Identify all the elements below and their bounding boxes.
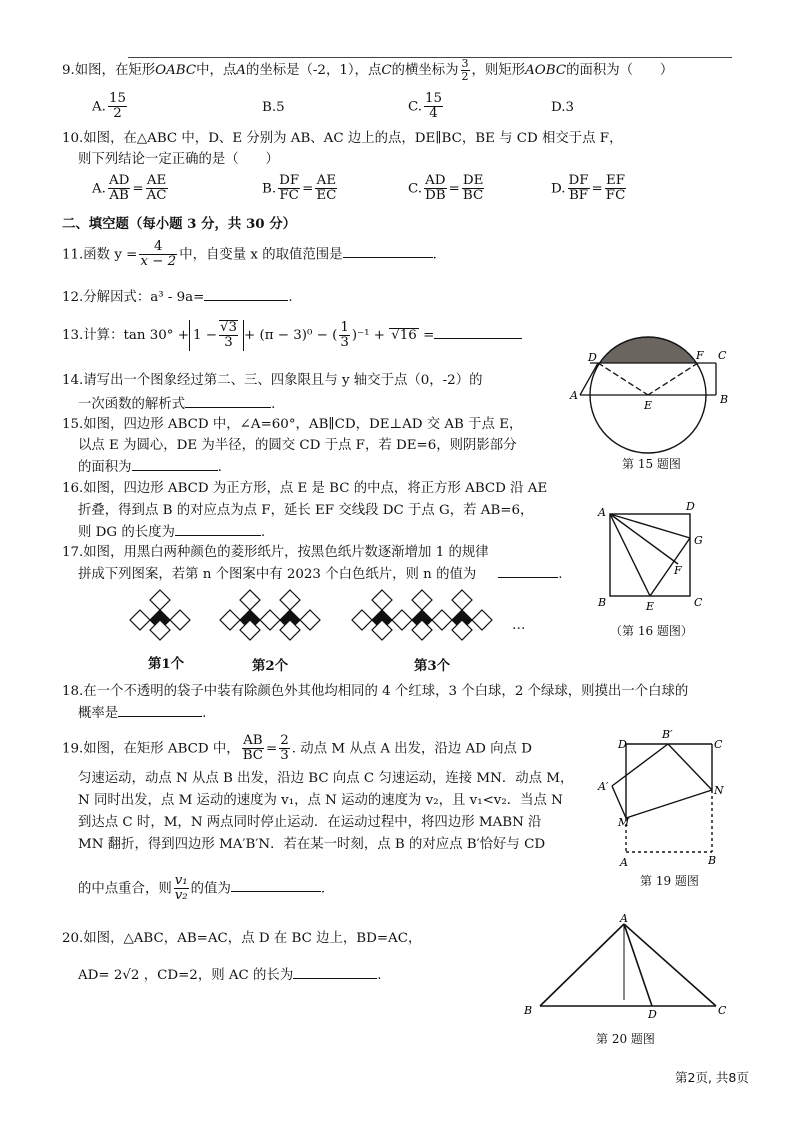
q15-line1: 15.如图，四边形 ABCD 中，∠A=60°，AB∥CD，DE⊥AD 交 AB 于点 E， [62, 417, 523, 432]
figure-point-label: D [686, 500, 695, 513]
q17-label-2: 第2个 [252, 658, 289, 674]
pattern-3 [352, 590, 492, 640]
q20-line1: 20.如图，△ABC，AB=AC，点 D 在 BC 边上，BD=AC， [62, 931, 422, 946]
q9-option-d: D.3 [551, 100, 575, 115]
q11: 11.函数 y = $\frac{4}{x - 2}$ 中，自变量 x 的取值范围是 . [62, 239, 437, 270]
q19-line2: 匀速运动，动点 N 从点 B 出发，沿边 BC 向点 C 匀速运动，连接 MN．动点 M， [78, 771, 574, 786]
figure-15 [570, 333, 740, 455]
figure-19 [598, 728, 728, 868]
q15-line3: 的面积为 . [78, 460, 222, 475]
q20-line2: AD= 2√2 ，CD=2，则 AC 的长为 . [78, 968, 382, 983]
q19-line5: MN 翻折，得到四边形 MA′B′N．若在某一时刻，点 B 的对应点 B′恰好与 CD [78, 837, 546, 852]
figure-point-label: E [644, 399, 653, 412]
figure-point-label: G [694, 534, 703, 547]
q17-line2: 拼成下列图案，若第 n 个图案中有 2023 个白色纸片，则 n 的值为 . [78, 567, 563, 582]
q17-ellipsis: … [512, 618, 526, 633]
q17-label-1: 第1个 [148, 656, 185, 672]
q19-line3: N 同时出发，点 M 运动的速度为 v₁，点 N 运动的速度为 v₂，且 v₁<v₂．当点 N [78, 793, 563, 808]
q18-line2: 概率是 . [78, 706, 207, 721]
q10-option-a: A. $\frac{AD}{AB}$ = $\frac{AE}{AC}$ [92, 173, 167, 204]
figure-point-label: E [646, 600, 655, 613]
q14-line2: 一次函数的解析式 . [78, 397, 276, 412]
q9-option-b: B.5 [262, 100, 285, 115]
figure-point-label: D [618, 738, 627, 751]
q9-option-c: C. $\frac{15}{4}$ [408, 91, 443, 122]
pattern-2 [220, 590, 320, 640]
figure-point-label: D [588, 351, 597, 364]
figure-15-caption: 第 15 题图 [622, 457, 681, 471]
figure-16 [596, 500, 716, 615]
figure-point-label: B [598, 596, 607, 609]
q9-option-a: A. $\frac{15}{2}$ [92, 91, 126, 122]
q10-line2: 则下列结论一定正确的是（ ） [78, 152, 279, 167]
figure-point-label: A [620, 856, 628, 869]
figure-point-label: N [714, 784, 724, 797]
q19-line4: 到达点 C 时，M，N 两点同时停止运动．在运动过程中，将四边形 MABN 沿 [78, 815, 542, 830]
figure-point-label: C [694, 596, 703, 609]
pattern-1 [130, 590, 190, 640]
figure-19-caption: 第 19 题图 [640, 874, 699, 888]
q17-patterns [120, 588, 540, 640]
q19-line1: 19.如图，在矩形 ABCD 中， $\frac{AB}{BC}$ = $\frac{2}{3}$ . 动点 M 从点 A 出发，沿边 AD 向点 D [62, 733, 532, 764]
figure-16-caption: （第 16 题图） [610, 624, 693, 638]
q9-stem: 9.如图，在矩形OABC中，点A的坐标是（-2，1），点C的横坐标为 $\frac{3}{2}$ ，则矩形AOBC的面积为（ ） [62, 57, 674, 83]
q15-line2: 以点 E 为圆心，DE 为半径，的圆交 CD 于点 F，若 DE=6，则阴影部分 [78, 438, 517, 453]
q19-line6: 的中点重合，则 $\frac{\text{v₁}}{\text{v₂}}$ 的值为 . [78, 873, 326, 904]
figure-point-label: F [696, 349, 704, 362]
figure-point-label: B [524, 1004, 533, 1017]
q10-option-d: D. $\frac{DF}{BF}$ = $\frac{EF}{FC}$ [551, 173, 626, 204]
figure-point-label: C [714, 738, 723, 751]
q10-option-c: C. $\frac{AD}{DB}$ = $\frac{DE}{BC}$ [408, 173, 484, 204]
figure-point-label: F [674, 564, 682, 577]
figure-20 [520, 910, 732, 1020]
q16-line2: 折叠，得到点 B 的对应点为点 F，延长 EF 交线段 DC 于点 G，若 AB=6， [78, 503, 534, 518]
figure-point-label: A [598, 506, 606, 519]
figure-point-label: C [718, 1004, 727, 1017]
q10-line1: 10.如图，在△ABC 中，D、E 分别为 AB、AC 边上的点，DE∥BC，BE 与 CD 相交于点 F， [62, 131, 623, 146]
page-number: 第2页, 共8页 [675, 1070, 749, 1085]
figure-point-label: D [648, 1008, 657, 1021]
q10-option-b: B. $\frac{DF}{FC}$ = $\frac{AE}{EC}$ [262, 173, 337, 204]
q18-line1: 18.在一个不透明的袋子中装有除颜色外其他均相同的 4 个红球，3 个白球，2 个绿球，则摸出一个白球的 [62, 684, 689, 699]
figure-point-label: M [618, 816, 630, 829]
q14-line1: 14.请写出一个图象经过第二、三、四象限且与 y 轴交于点（0，-2）的 [62, 373, 483, 388]
figure-point-label: B [720, 393, 729, 406]
q16-line1: 16.如图，四边形 ABCD 为正方形，点 E 是 BC 的中点，将正方形 ABCD 沿 AE [62, 481, 548, 496]
figure-point-label: A′ [598, 780, 609, 793]
section-heading: 二、填空题（每小题 3 分，共 30 分） [62, 216, 297, 232]
figure-point-label: A [570, 389, 578, 402]
figure-point-label: B′ [662, 728, 673, 741]
q12: 12.分解因式：a³ - 9a= . [62, 290, 293, 305]
q16-line3: 则 DG 的长度为 . [78, 525, 266, 540]
q13: 13.计算：tan 30° + 1 − $\frac{√3}{3}$ + (π − 3)⁰ − ( $\frac{1}{3}$ )⁻¹ + √16 = [62, 320, 522, 351]
figure-point-label: C [718, 349, 727, 362]
figure-point-label: B [708, 854, 717, 867]
q17-line1: 17.如图，用黑白两种颜色的菱形纸片，按黑色纸片数逐渐增加 1 的规律 [62, 545, 489, 560]
figure-20-caption: 第 20 题图 [596, 1032, 655, 1046]
q17-label-3: 第3个 [414, 658, 451, 674]
figure-point-label: A [620, 912, 628, 925]
